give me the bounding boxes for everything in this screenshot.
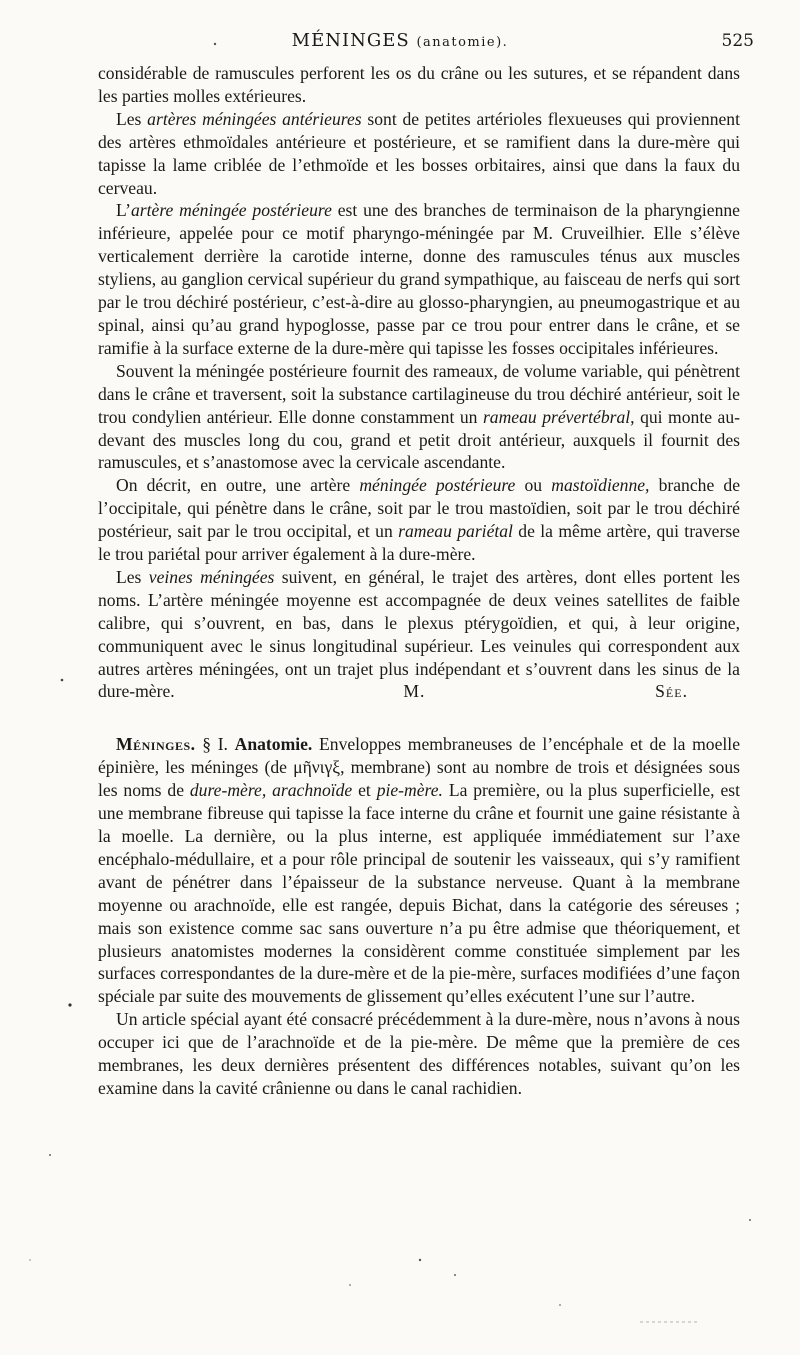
italic-term: méningée postérieure — [359, 475, 516, 496]
text-run: Les — [116, 566, 149, 587]
paragraph-anterior-arteries — [98, 108, 740, 200]
italic-term: artère méningée postérieure — [131, 200, 332, 221]
running-head — [0, 30, 800, 54]
italic-term: rameau prévertébral, — [482, 406, 635, 427]
text-run: qui monte au-devant des muscles long du cou, grand et petit droit antérieur, auxquels il fournit des ramuscules, et s’anastomose avec la cervicale ascendante. — [98, 406, 741, 473]
text-run: L’ — [116, 200, 131, 221]
running-title — [0, 30, 800, 51]
text-run: Souvent la méningée postérieure fournit des rameaux, de volume variable, qui pénètrent dans le crâne et traversent, soit la substance cartilagineuse du trou déchiré antérieur, soit le trou condylien antérieur. Elle donne constamment un — [98, 360, 740, 427]
italic-term: mastoïdienne, — [551, 475, 650, 496]
italic-term: artères méningées antérieures — [147, 108, 362, 129]
page-number: 525 — [721, 31, 754, 51]
text-run: est une des branches de terminaison de la pharyngienne inférieure, appelée pour ce motif pharyngo-méningée par M. Cruveilhier. Elle s’élève verticalement derrière la carotide interne, donne des ramuscules ténus aux muscles styliens, au ganglion cervical supérieur du grand sympathique, au faisceau de nerfs qui sort par le trou déchiré postérieur, c’est-à-dire au glosso-pharyngien, au pneumogastrique et au spinal, ainsi qu’au grand hypoglosse, passe par ce trou pour entrer dans le crâne, et se ramifie à la surface externe de la dure-mère qui tapisse les fosses occipitales inférieures. — [98, 200, 740, 358]
text-run: branche de l’occipitale, qui pénètre dans le crâne, soit par le trou mastoïdien, soit par le trou déchiré postérieur, sait par le trou occipital, et un — [98, 475, 740, 542]
section-number: § I. — [195, 734, 235, 755]
section-heading: Méninges. — [116, 734, 196, 755]
author-signature: M. Sée. — [403, 681, 688, 702]
paragraph-arachnoid-intro: Un article spécial ayant été consacré précédemment à la dure-mère, nous n’avons à nous occuper ici que de l’arachnoïde et de la pie-mère. De même que la première de ces membranes, les deux dernières présentent des différences notables, suivant qu’on les examine dans la cavité crânienne ou dans le canal rachidien. — [98, 1009, 740, 1098]
paragraph-posterior-branches — [98, 360, 740, 475]
text-run: et — [352, 780, 377, 801]
text-run: sont de petites artérioles flexueuses qui proviennent des artères ethmoïdales antérieure et postérieure, et se ramifient dans la dure-mère qui tapisse la lame criblée de l’ethmoïde et les bosses orbitaires, ainsi que dans la faux du cerveau. — [98, 108, 740, 198]
article-body — [98, 62, 740, 1100]
running-title-main: MÉNINGES — [291, 30, 410, 51]
text-run: de la même artère, qui traverse le trou pariétal pour arriver également à la dure-mère. — [98, 521, 740, 565]
subsection-heading: Anatomie. — [234, 734, 313, 755]
italic-term: rameau pariétal — [398, 521, 513, 542]
running-title-sub: (anatomie). — [416, 35, 509, 50]
text-run: On décrit, en outre, une artère — [116, 475, 360, 496]
text-run: ou — [515, 475, 552, 496]
italic-term: dure-mère, arachnoïde — [189, 780, 353, 801]
italic-term: veines méningées — [148, 566, 275, 587]
paragraph-meningeal-veins — [98, 566, 740, 703]
italic-term: pie-mère. — [376, 780, 443, 801]
text-run: Enveloppes membraneuses de l’encéphale et de la moelle épinière, les méninges (de μῆνιγξ, membrane) sont au nombre de trois et désignées sous les noms de — [98, 734, 741, 801]
text-run: suivent, en général, le trajet des artères, dont elles portent les noms. L’artère méningée moyenne est accompagnée de deux veines satellites de faible calibre, qui s’ouvrent, en bas, dans le plexus ptérygoïdien, et qui, à leur origine, communiquent avec le sinus longitudinal supérieur. Les veinules qui correspondent aux autres artères méningées, ont un trajet plus indépendant et s’ouvrent dans les sinus de la dure-mère. — [98, 566, 740, 702]
section-meninges-anatomy — [98, 733, 740, 1008]
paragraph-posterior-artery — [98, 199, 740, 359]
text-run: Les — [116, 108, 148, 129]
paragraph-mastoid-artery — [98, 474, 740, 566]
text-run: La première, ou la plus superficielle, est une membrane fibreuse qui tapisse la face interne du crâne et fournit une gaine résistante à la moelle. La dernière, ou la plus interne, est appliquée immédiatement sur l’axe encéphalo-médullaire, et a pour rôle principal de soutenir les vaisseaux, qui s’y ramifient avant de pénétrer dans l’épaisseur de la substance nerveuse. Quant à la membrane moyenne ou arachnoïde, elle est rangée, depuis Bichat, dans la catégorie des séreuses ; mais son existence comme sac sans ouverture n’a pu être admise que théoriquement, et plusieurs anatomistes modernes la considèrent comme constituée simplement par les surfaces correspondantes de la dure-mère et de la pie-mère, surfaces modifiées d’une façon spéciale par suite des mouvements de glissement qu’elles exécutent l’une sur l’autre. — [98, 780, 740, 1007]
paragraph-continuation: considérable de ramuscules perforent les os du crâne ou les sutures, et se répandent dans les parties molles extérieures. — [98, 63, 740, 106]
